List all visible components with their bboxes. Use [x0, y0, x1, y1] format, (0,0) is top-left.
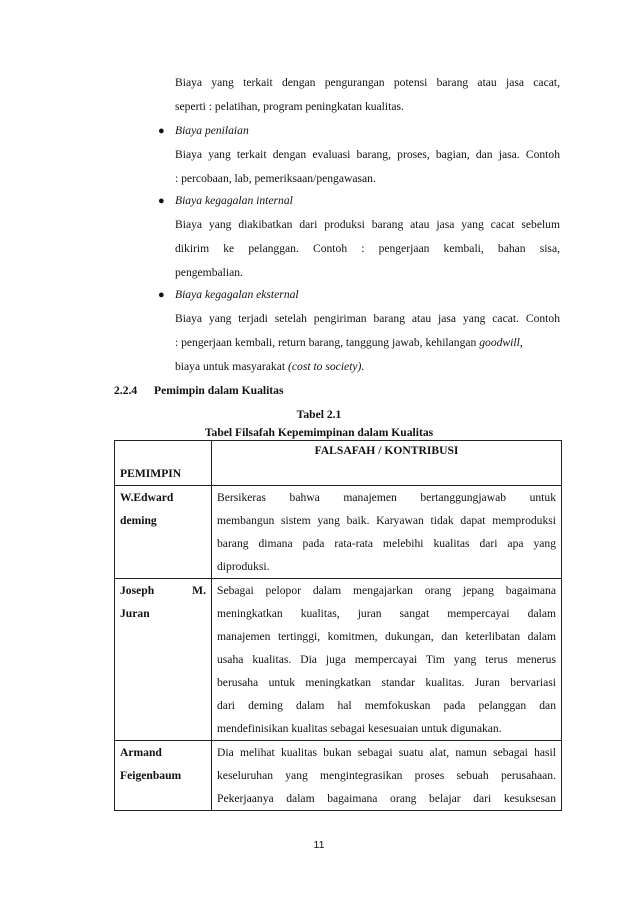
- leader-name-line: Armand: [120, 746, 162, 759]
- philosophy-line: usaha kualitas. Dia juga mempercayai Tim yang terus menerus: [217, 653, 556, 666]
- cost-to-society-term: (cost to society).: [288, 360, 365, 373]
- philosophy-line: Dia melihat kualitas bukan sebagai suatu alat, namun sebagai hasil: [217, 746, 556, 759]
- bullet-icon: ●: [158, 289, 165, 301]
- bullet-text-segment: biaya untuk masyarakat: [175, 360, 286, 373]
- page-number: 11: [313, 839, 325, 851]
- table-row: [115, 486, 562, 579]
- header-philosophy-label: FALSAFAH / KONTRIBUSI: [314, 444, 459, 457]
- philosophy-line: meningkatkan kualitas, juran sangat mempercayai dalam: [217, 607, 556, 620]
- philosophy-line: keseluruhan yang mengintegrasikan proses sebuah perusahaan.: [217, 769, 556, 782]
- section-title: Pemimpin dalam Kualitas: [154, 384, 284, 397]
- philosophy-cell: [212, 741, 562, 811]
- philosophy-line: berusaha untuk meningkatkan standar kualitas. Juran bervariasi: [217, 676, 556, 689]
- leader-cell: [115, 486, 212, 579]
- table-row: [115, 579, 562, 741]
- philosophy-cell: [212, 486, 562, 579]
- leader-name-line: Feigenbaum: [120, 769, 182, 782]
- leader-cell: [115, 579, 212, 741]
- header-leader-label: PEMIMPIN: [120, 467, 182, 480]
- bullet-text-line: Biaya yang diakibatkan dari produksi barang atau jasa yang cacat sebelum: [175, 218, 560, 231]
- leader-cell: [115, 741, 212, 811]
- bullet-icon: ●: [158, 195, 165, 207]
- philosophy-cell: [212, 579, 562, 741]
- philosophy-line: dari deming dalam hal memfokuskan pada pelanggan dan: [217, 699, 556, 712]
- intro-line: Biaya yang terkait dengan pengurangan potensi barang atau jasa cacat,: [175, 76, 560, 89]
- philosophy-line: diproduksi.: [217, 560, 270, 573]
- philosophy-line: barang dimana pada rata-rata melebihi kualitas dari apa yang: [217, 537, 556, 550]
- bullet-text-line: dikirim ke pelanggan. Contoh : pengerjaan kembali, bahan sisa,: [175, 242, 560, 255]
- leadership-table: [114, 440, 562, 811]
- bullet-text-line: Biaya yang terkait dengan evaluasi barang, proses, bagian, dan jasa. Contoh: [175, 148, 560, 161]
- intro-line: seperti : pelatihan, program peningkatan kualitas.: [175, 100, 404, 113]
- philosophy-line: manajemen tertinggi, komitmen, dukungan, dan keterlibatan dalam: [217, 630, 556, 643]
- leader-name-line: W.Edward: [120, 491, 174, 504]
- philosophy-line: Sebagai pelopor dalam mengajarkan orang jepang bagaimana: [217, 584, 556, 597]
- leader-name-line: deming: [120, 514, 157, 527]
- leader-name-line: Joseph M.: [120, 584, 206, 597]
- bullet-title: Biaya kegagalan internal: [175, 194, 293, 207]
- bullet-text-line: pengembalian.: [175, 266, 243, 279]
- bullet-text-segment: ,: [519, 336, 523, 349]
- section-number: 2.2.4: [114, 384, 138, 397]
- header-cell-philosophy: [212, 441, 562, 486]
- leader-name-line: Juran: [120, 607, 150, 620]
- philosophy-line: mendefinisikan kualitas sebagai kesesuaian untuk digunakan.: [217, 722, 502, 735]
- bullet-text-line: Biaya yang terjadi setelah pengiriman barang atau jasa yang cacat. Contoh: [175, 312, 560, 325]
- goodwill-term: goodwill: [479, 336, 520, 349]
- table-header-row: [115, 441, 562, 486]
- philosophy-line: Pekerjaanya dalam bagaimana orang belajar dari kesuksesan: [217, 792, 556, 805]
- header-cell-leader: [115, 441, 212, 486]
- philosophy-line: membangun sistem yang baik. Karyawan tidak dapat memproduksi: [217, 514, 556, 527]
- philosophy-line: Bersikeras bahwa manajemen bertanggungjawab untuk: [217, 491, 556, 504]
- bullet-text-line: [175, 360, 364, 374]
- bullet-text-segment: : pengerjaan kembali, return barang, tanggung jawab, kehilangan: [175, 336, 477, 349]
- table-row: [115, 741, 562, 811]
- bullet-text-line: : percobaan, lab, pemeriksaan/pengawasan.: [175, 172, 376, 185]
- bullet-text-line: [175, 336, 560, 350]
- table-title: Tabel Filsafah Kepemimpinan dalam Kualitas: [204, 426, 434, 439]
- bullet-icon: ●: [158, 125, 165, 137]
- table-label: Tabel 2.1: [296, 408, 342, 421]
- bullet-title: Biaya penilaian: [175, 124, 249, 137]
- bullet-title: Biaya kegagalan eksternal: [175, 288, 299, 301]
